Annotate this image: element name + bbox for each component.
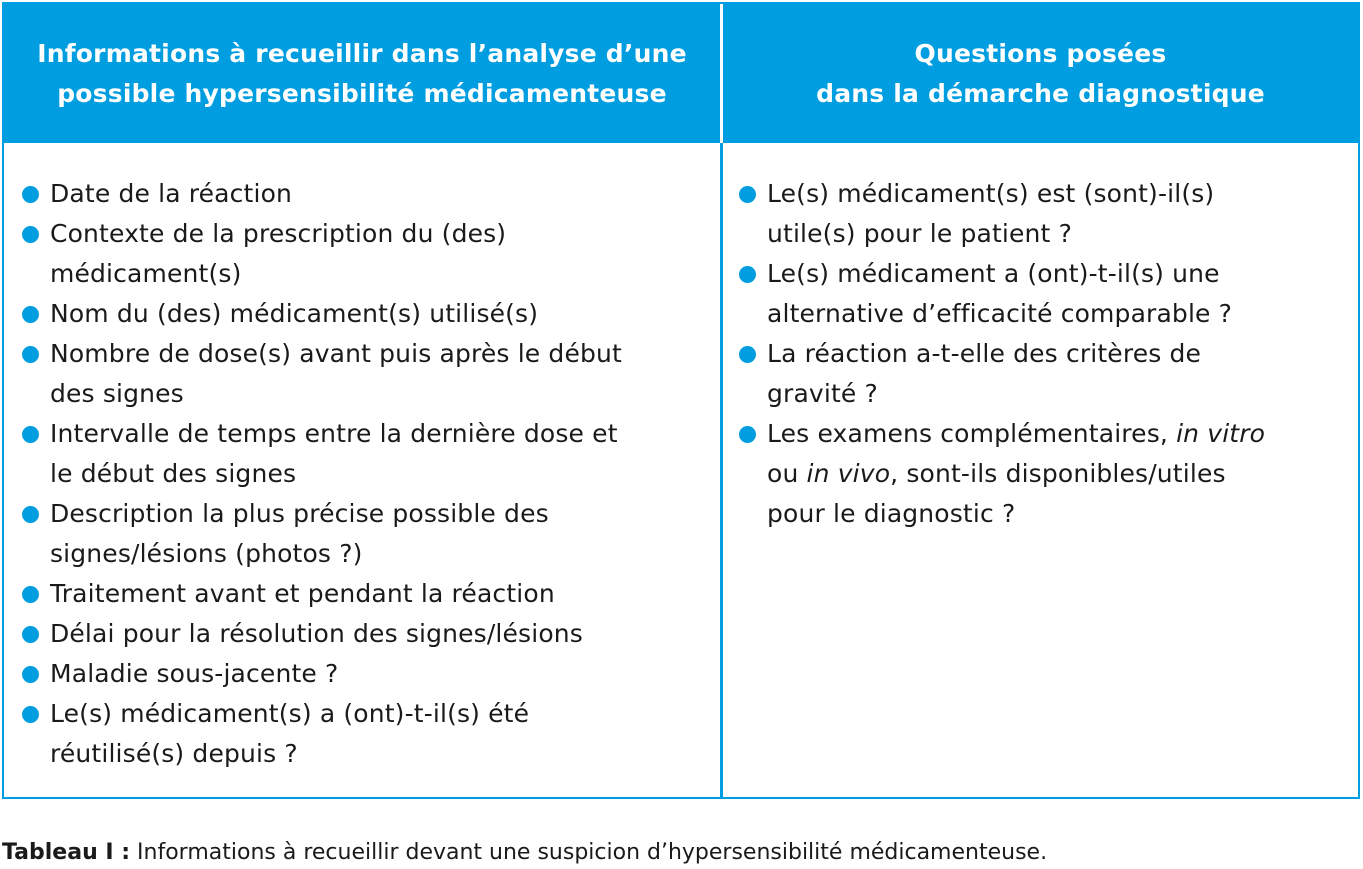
bullet-dot-icon: [739, 426, 756, 443]
bullet-dot-icon: [22, 586, 39, 603]
list-item: Intervalle de temps entre la dernière dose et le début des signes: [22, 414, 710, 494]
body-right: [723, 143, 1358, 797]
header-right: [723, 4, 1358, 143]
list-item: Les examens complémentaires, in vitro ou in vivo, sont-ils disponibles/utiles pour le diagnostic ?: [739, 414, 1348, 534]
bullet-dot-icon: [22, 306, 39, 323]
bullet-dot-icon: [22, 626, 39, 643]
bullet-dot-icon: [22, 666, 39, 683]
right-list: [739, 174, 1348, 534]
bullet-dot-icon: [22, 226, 39, 243]
list-item: Le(s) médicament a (ont)-t-il(s) une alternative d’efficacité comparable ?: [739, 254, 1348, 334]
list-item: Contexte de la prescription du (des) médicament(s): [22, 214, 710, 294]
list-item: Nom du (des) médicament(s) utilisé(s): [22, 294, 710, 334]
header-right-line: Questions posées: [914, 38, 1167, 68]
header-left: [4, 4, 720, 143]
info-table: [2, 2, 1360, 799]
left-list: [22, 174, 710, 774]
bullet-dot-icon: [739, 266, 756, 283]
bullet-dot-icon: [22, 706, 39, 723]
header-left-line: possible hypersensibilité médicamenteuse: [57, 78, 667, 108]
list-item: Le(s) médicament(s) a (ont)-t-il(s) été réutilisé(s) depuis ?: [22, 694, 710, 774]
bullet-dot-icon: [22, 186, 39, 203]
list-item: Description la plus précise possible des signes/lésions (photos ?): [22, 494, 710, 574]
header-left-line: Informations à recueillir dans l’analyse d’une: [37, 38, 687, 68]
list-item: Le(s) médicament(s) est (sont)-il(s) utile(s) pour le patient ?: [739, 174, 1348, 254]
list-item: Maladie sous-jacente ?: [22, 654, 710, 694]
list-item: La réaction a-t-elle des critères de gravité ?: [739, 334, 1348, 414]
list-item: Nombre de dose(s) avant puis après le début des signes: [22, 334, 710, 414]
bullet-dot-icon: [22, 346, 39, 363]
bullet-dot-icon: [739, 346, 756, 363]
caption-text: Informations à recueillir devant une suspicion d’hypersensibilité médicamenteuse.: [130, 840, 1048, 865]
bullet-dot-icon: [22, 506, 39, 523]
bullet-dot-icon: [22, 426, 39, 443]
header-right-line: dans la démarche diagnostique: [816, 78, 1265, 108]
list-item: Traitement avant et pendant la réaction: [22, 574, 710, 614]
bullet-dot-icon: [739, 186, 756, 203]
body-left: [4, 143, 720, 797]
table-caption: [2, 838, 1047, 868]
list-item: Délai pour la résolution des signes/lésions: [22, 614, 710, 654]
caption-label: Tableau I :: [2, 840, 131, 865]
list-item: Date de la réaction: [22, 174, 710, 214]
